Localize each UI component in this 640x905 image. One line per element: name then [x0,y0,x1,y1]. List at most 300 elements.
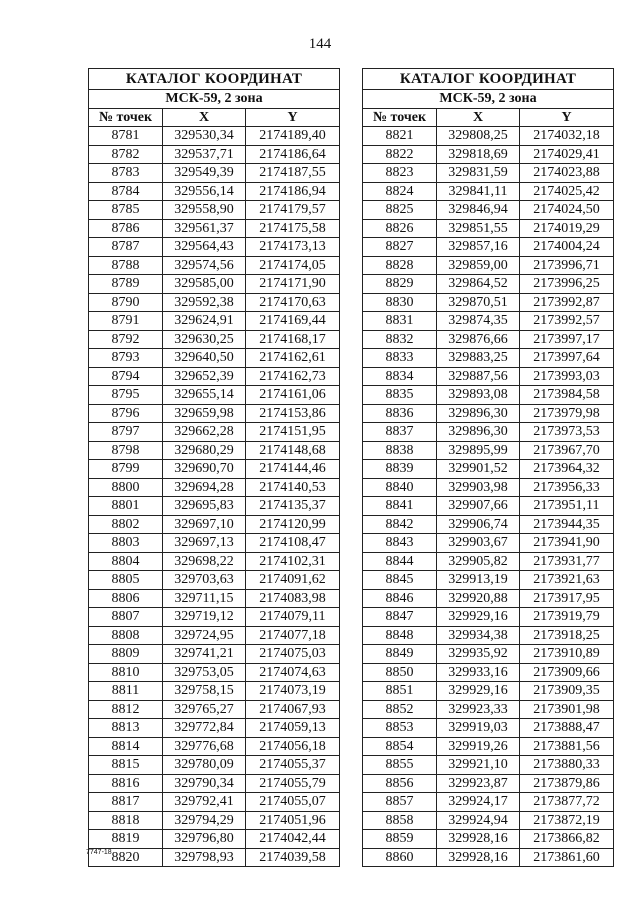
point-number-cell: 8804 [89,552,163,571]
y-coordinate-cell: 2174025,42 [520,182,614,201]
y-coordinate-cell: 2174023,88 [520,164,614,183]
table-row [89,774,340,793]
point-number-cell: 8859 [363,830,437,849]
y-coordinate-cell: 2174140,53 [246,478,340,497]
table-row [363,682,614,701]
table-row [89,571,340,590]
y-coordinate-cell: 2173921,63 [520,571,614,590]
table-row [363,515,614,534]
table-row [89,330,340,349]
y-coordinate-cell: 2174079,11 [246,608,340,627]
y-coordinate-cell: 2174161,06 [246,386,340,405]
x-coordinate-cell: 329662,28 [163,423,246,442]
x-coordinate-cell: 329659,98 [163,404,246,423]
table-row [89,404,340,423]
x-coordinate-cell: 329697,13 [163,534,246,553]
table-row [363,497,614,516]
table-row [89,756,340,775]
x-coordinate-cell: 329719,12 [163,608,246,627]
x-coordinate-cell: 329652,39 [163,367,246,386]
y-coordinate-cell: 2173901,98 [520,700,614,719]
x-coordinate-cell: 329792,41 [163,793,246,812]
y-coordinate-cell: 2173993,03 [520,367,614,386]
table-row [363,238,614,257]
y-coordinate-cell: 2173909,66 [520,663,614,682]
table-row [89,127,340,146]
x-coordinate-cell: 329921,10 [437,756,520,775]
y-coordinate-cell: 2174120,99 [246,515,340,534]
table-row [89,626,340,645]
table-row [89,441,340,460]
point-number-cell: 8781 [89,127,163,146]
coordinate-catalog-table-left [88,68,340,867]
y-coordinate-cell: 2174083,98 [246,589,340,608]
table-row [89,663,340,682]
y-coordinate-cell: 2174029,41 [520,145,614,164]
table-row [363,293,614,312]
x-coordinate-cell: 329690,70 [163,460,246,479]
y-coordinate-cell: 2174075,03 [246,645,340,664]
table-row [89,478,340,497]
point-number-cell: 8828 [363,256,437,275]
x-coordinate-cell: 329630,25 [163,330,246,349]
point-number-cell: 8824 [363,182,437,201]
x-coordinate-cell: 329561,37 [163,219,246,238]
y-coordinate-cell: 2173992,57 [520,312,614,331]
x-coordinate-cell: 329857,16 [437,238,520,257]
table-row [89,811,340,830]
x-coordinate-cell: 329934,38 [437,626,520,645]
x-coordinate-cell: 329798,93 [163,848,246,867]
point-number-cell: 8821 [363,127,437,146]
y-coordinate-cell: 2173918,25 [520,626,614,645]
x-coordinate-cell: 329592,38 [163,293,246,312]
point-number-cell: 8850 [363,663,437,682]
catalog-title: КАТАЛОГ КООРДИНАТ [363,69,614,90]
point-number-cell: 8854 [363,737,437,756]
table-row [89,275,340,294]
point-number-cell: 8829 [363,275,437,294]
table-row [363,793,614,812]
table-row [363,182,614,201]
x-coordinate-cell: 329772,84 [163,719,246,738]
y-coordinate-cell: 2173973,53 [520,423,614,442]
table-row [89,219,340,238]
point-number-cell: 8846 [363,589,437,608]
x-coordinate-cell: 329905,82 [437,552,520,571]
x-coordinate-cell: 329876,66 [437,330,520,349]
column-header-x: X [437,108,520,127]
y-coordinate-cell: 2174077,18 [246,626,340,645]
point-number-cell: 8814 [89,737,163,756]
point-number-cell: 8818 [89,811,163,830]
table-row [363,312,614,331]
point-number-cell: 8815 [89,756,163,775]
x-coordinate-cell: 329907,66 [437,497,520,516]
point-number-cell: 8783 [89,164,163,183]
table-row [89,460,340,479]
x-coordinate-cell: 329920,88 [437,589,520,608]
table-body-right [363,127,614,867]
y-coordinate-cell: 2174171,90 [246,275,340,294]
point-number-cell: 8856 [363,774,437,793]
x-coordinate-cell: 329695,83 [163,497,246,516]
table-row [363,645,614,664]
x-coordinate-cell: 329935,92 [437,645,520,664]
column-header-y: Y [246,108,340,127]
table-row [89,682,340,701]
x-coordinate-cell: 329794,29 [163,811,246,830]
x-coordinate-cell: 329680,29 [163,441,246,460]
table-row [363,737,614,756]
point-number-cell: 8822 [363,145,437,164]
y-coordinate-cell: 2173879,86 [520,774,614,793]
point-number-cell: 8843 [363,534,437,553]
y-coordinate-cell: 2174174,05 [246,256,340,275]
table-row [363,811,614,830]
y-coordinate-cell: 2174091,62 [246,571,340,590]
x-coordinate-cell: 329906,74 [437,515,520,534]
point-number-cell: 8812 [89,700,163,719]
x-coordinate-cell: 329703,63 [163,571,246,590]
point-number-cell: 8799 [89,460,163,479]
point-number-cell: 8782 [89,145,163,164]
table-row [363,349,614,368]
x-coordinate-cell: 329874,35 [437,312,520,331]
x-coordinate-cell: 329537,71 [163,145,246,164]
y-coordinate-cell: 2174162,73 [246,367,340,386]
x-coordinate-cell: 329896,30 [437,423,520,442]
table-body-left [89,127,340,867]
table-row [363,145,614,164]
table-row [363,663,614,682]
y-coordinate-cell: 2173979,98 [520,404,614,423]
y-coordinate-cell: 2174148,68 [246,441,340,460]
y-coordinate-cell: 2174042,44 [246,830,340,849]
x-coordinate-cell: 329913,19 [437,571,520,590]
table-row [89,700,340,719]
y-coordinate-cell: 2173964,32 [520,460,614,479]
x-coordinate-cell: 329640,50 [163,349,246,368]
catalog-zone: МСК-59, 2 зона [363,90,614,109]
x-coordinate-cell: 329558,90 [163,201,246,220]
y-coordinate-cell: 2173917,95 [520,589,614,608]
column-header-point: № точек [89,108,163,127]
point-number-cell: 8851 [363,682,437,701]
table-row [89,719,340,738]
point-number-cell: 8845 [363,571,437,590]
x-coordinate-cell: 329697,10 [163,515,246,534]
x-coordinate-cell: 329564,43 [163,238,246,257]
x-coordinate-cell: 329864,52 [437,275,520,294]
table-row [363,534,614,553]
y-coordinate-cell: 2174189,40 [246,127,340,146]
catalog-zone: МСК-59, 2 зона [89,90,340,109]
point-number-cell: 8844 [363,552,437,571]
point-number-cell: 8784 [89,182,163,201]
point-number-cell: 8819 [89,830,163,849]
table-row [363,441,614,460]
x-coordinate-cell: 329790,34 [163,774,246,793]
y-coordinate-cell: 2173997,17 [520,330,614,349]
x-coordinate-cell: 329724,95 [163,626,246,645]
y-coordinate-cell: 2174032,18 [520,127,614,146]
table-row [363,848,614,867]
table-row [363,256,614,275]
point-number-cell: 8796 [89,404,163,423]
table-row [89,497,340,516]
x-coordinate-cell: 329859,00 [437,256,520,275]
point-number-cell: 8817 [89,793,163,812]
x-coordinate-cell: 329929,16 [437,682,520,701]
x-coordinate-cell: 329919,26 [437,737,520,756]
y-coordinate-cell: 2173866,82 [520,830,614,849]
point-number-cell: 8788 [89,256,163,275]
y-coordinate-cell: 2174153,86 [246,404,340,423]
y-coordinate-cell: 2173919,79 [520,608,614,627]
point-number-cell: 8790 [89,293,163,312]
x-coordinate-cell: 329895,99 [437,441,520,460]
y-coordinate-cell: 2174187,55 [246,164,340,183]
point-number-cell: 8787 [89,238,163,257]
y-coordinate-cell: 2174039,58 [246,848,340,867]
x-coordinate-cell: 329831,59 [437,164,520,183]
y-coordinate-cell: 2174162,61 [246,349,340,368]
point-number-cell: 8834 [363,367,437,386]
x-coordinate-cell: 329741,21 [163,645,246,664]
table-row [363,404,614,423]
table-row [363,589,614,608]
table-row [363,127,614,146]
table-row [363,330,614,349]
point-number-cell: 8802 [89,515,163,534]
x-coordinate-cell: 329919,03 [437,719,520,738]
point-number-cell: 8792 [89,330,163,349]
y-coordinate-cell: 2174056,18 [246,737,340,756]
x-coordinate-cell: 329776,68 [163,737,246,756]
x-coordinate-cell: 329841,11 [437,182,520,201]
point-number-cell: 8847 [363,608,437,627]
x-coordinate-cell: 329556,14 [163,182,246,201]
column-header-point: № точек [363,108,437,127]
point-number-cell: 8798 [89,441,163,460]
point-number-cell: 8805 [89,571,163,590]
y-coordinate-cell: 2174186,94 [246,182,340,201]
table-row [363,478,614,497]
x-coordinate-cell: 329765,27 [163,700,246,719]
table-row [89,515,340,534]
table-row [89,386,340,405]
x-coordinate-cell: 329780,09 [163,756,246,775]
table-row [89,423,340,442]
y-coordinate-cell: 2174168,17 [246,330,340,349]
y-coordinate-cell: 2174173,13 [246,238,340,257]
x-coordinate-cell: 329574,56 [163,256,246,275]
table-row [363,386,614,405]
y-coordinate-cell: 2173996,25 [520,275,614,294]
table-row [89,349,340,368]
table-row [363,571,614,590]
point-number-cell: 8785 [89,201,163,220]
point-number-cell: 8800 [89,478,163,497]
table-row [89,312,340,331]
y-coordinate-cell: 2173997,64 [520,349,614,368]
point-number-cell: 8858 [363,811,437,830]
table-row [89,793,340,812]
x-coordinate-cell: 329924,17 [437,793,520,812]
page-number: 144 [308,36,332,52]
table-row [89,145,340,164]
x-coordinate-cell: 329923,33 [437,700,520,719]
y-coordinate-cell: 2174055,07 [246,793,340,812]
y-coordinate-cell: 2174169,44 [246,312,340,331]
y-coordinate-cell: 2173880,33 [520,756,614,775]
x-coordinate-cell: 329903,67 [437,534,520,553]
x-coordinate-cell: 329585,00 [163,275,246,294]
point-number-cell: 8841 [363,497,437,516]
x-coordinate-cell: 329753,05 [163,663,246,682]
point-number-cell: 8833 [363,349,437,368]
table-row [89,182,340,201]
table-row [89,238,340,257]
y-coordinate-cell: 2173951,11 [520,497,614,516]
y-coordinate-cell: 2174073,19 [246,682,340,701]
x-coordinate-cell: 329624,91 [163,312,246,331]
point-number-cell: 8857 [363,793,437,812]
x-coordinate-cell: 329808,25 [437,127,520,146]
y-coordinate-cell: 2173861,60 [520,848,614,867]
y-coordinate-cell: 2173881,56 [520,737,614,756]
y-coordinate-cell: 2173996,71 [520,256,614,275]
table-row [363,626,614,645]
table-row [89,293,340,312]
y-coordinate-cell: 2173909,35 [520,682,614,701]
table-row [363,164,614,183]
y-coordinate-cell: 2173944,35 [520,515,614,534]
y-coordinate-cell: 2173931,77 [520,552,614,571]
point-number-cell: 8789 [89,275,163,294]
catalog-title: КАТАЛОГ КООРДИНАТ [89,69,340,90]
point-number-cell: 8816 [89,774,163,793]
table-row [363,700,614,719]
point-number-cell: 8803 [89,534,163,553]
x-coordinate-cell: 329896,30 [437,404,520,423]
y-coordinate-cell: 2173941,90 [520,534,614,553]
x-coordinate-cell: 329924,94 [437,811,520,830]
point-number-cell: 8839 [363,460,437,479]
y-coordinate-cell: 2174170,63 [246,293,340,312]
point-number-cell: 8855 [363,756,437,775]
point-number-cell: 8820 [89,848,163,867]
x-coordinate-cell: 329901,52 [437,460,520,479]
x-coordinate-cell: 329870,51 [437,293,520,312]
point-number-cell: 8842 [363,515,437,534]
point-number-cell: 8837 [363,423,437,442]
y-coordinate-cell: 2174024,50 [520,201,614,220]
point-number-cell: 8793 [89,349,163,368]
y-coordinate-cell: 2174144,46 [246,460,340,479]
y-coordinate-cell: 2173992,87 [520,293,614,312]
point-number-cell: 8810 [89,663,163,682]
point-number-cell: 8825 [363,201,437,220]
x-coordinate-cell: 329711,15 [163,589,246,608]
x-coordinate-cell: 329694,28 [163,478,246,497]
y-coordinate-cell: 2174019,29 [520,219,614,238]
table-row [89,534,340,553]
table-row [89,608,340,627]
point-number-cell: 8853 [363,719,437,738]
point-number-cell: 8852 [363,700,437,719]
y-coordinate-cell: 2173956,33 [520,478,614,497]
table-row [363,367,614,386]
footer-document-code: 7747-18 [86,849,112,856]
y-coordinate-cell: 2174074,63 [246,663,340,682]
table-row [89,552,340,571]
y-coordinate-cell: 2174108,47 [246,534,340,553]
table-row [89,737,340,756]
y-coordinate-cell: 2173984,58 [520,386,614,405]
y-coordinate-cell: 2173910,89 [520,645,614,664]
column-header-x: X [163,108,246,127]
table-row [89,201,340,220]
x-coordinate-cell: 329796,80 [163,830,246,849]
y-coordinate-cell: 2174135,37 [246,497,340,516]
x-coordinate-cell: 329928,16 [437,848,520,867]
table-row [363,275,614,294]
point-number-cell: 8826 [363,219,437,238]
y-coordinate-cell: 2174051,96 [246,811,340,830]
y-coordinate-cell: 2174059,13 [246,719,340,738]
coordinate-catalog-table-right [362,68,614,867]
table-row [363,719,614,738]
y-coordinate-cell: 2174186,64 [246,145,340,164]
point-number-cell: 8835 [363,386,437,405]
point-number-cell: 8786 [89,219,163,238]
point-number-cell: 8838 [363,441,437,460]
point-number-cell: 8848 [363,626,437,645]
x-coordinate-cell: 329851,55 [437,219,520,238]
point-number-cell: 8813 [89,719,163,738]
point-number-cell: 8832 [363,330,437,349]
point-number-cell: 8807 [89,608,163,627]
x-coordinate-cell: 329887,56 [437,367,520,386]
table-row [89,848,340,867]
point-number-cell: 8860 [363,848,437,867]
y-coordinate-cell: 2174067,93 [246,700,340,719]
table-row [89,589,340,608]
x-coordinate-cell: 329933,16 [437,663,520,682]
x-coordinate-cell: 329883,25 [437,349,520,368]
table-row [363,219,614,238]
table-row [89,367,340,386]
point-number-cell: 8809 [89,645,163,664]
point-number-cell: 8808 [89,626,163,645]
x-coordinate-cell: 329655,14 [163,386,246,405]
x-coordinate-cell: 329903,98 [437,478,520,497]
x-coordinate-cell: 329758,15 [163,682,246,701]
y-coordinate-cell: 2174055,37 [246,756,340,775]
x-coordinate-cell: 329846,94 [437,201,520,220]
x-coordinate-cell: 329928,16 [437,830,520,849]
table-row [363,460,614,479]
y-coordinate-cell: 2174175,58 [246,219,340,238]
table-row [363,608,614,627]
y-coordinate-cell: 2174151,95 [246,423,340,442]
point-number-cell: 8830 [363,293,437,312]
table-row [363,830,614,849]
point-number-cell: 8791 [89,312,163,331]
y-coordinate-cell: 2173888,47 [520,719,614,738]
